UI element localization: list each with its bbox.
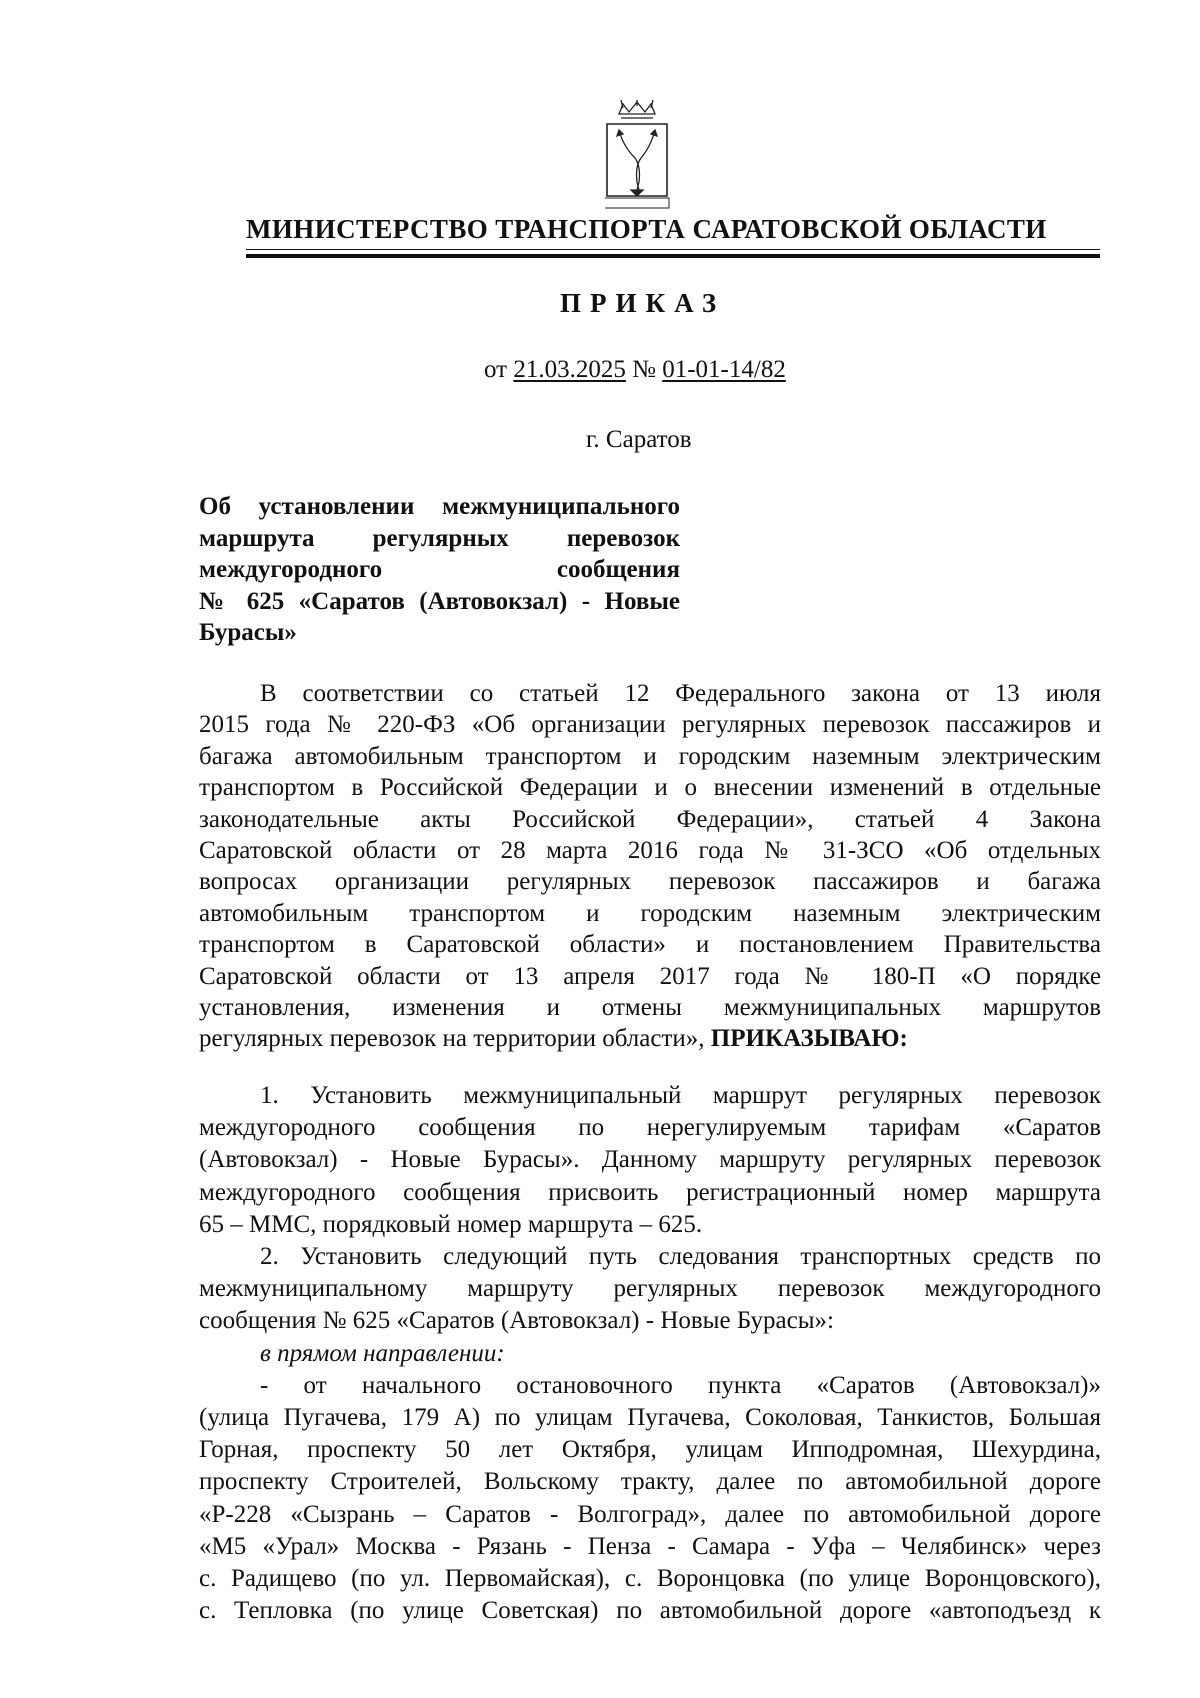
item-2-line: сообщения № 625 «Саратов (Автовокзал) - Новые Бурасы»:	[199, 1307, 834, 1335]
paragraph-line: установления, изменения и отмены межмуниципальных маршрутов	[199, 994, 1101, 1022]
route-line: с. Тепловка (по улице Советская) по автомобильной дороге «автоподъезд к	[199, 1597, 1101, 1625]
paragraph-line: Саратовской области от 13 апреля 2017 года № 180-П «О порядке	[199, 962, 1101, 990]
header-rule-thick	[246, 254, 1100, 258]
document-subject	[199, 491, 680, 649]
item-1-line: междугородного сообщения присвоить регистрационный номер маршрута	[199, 1178, 1101, 1206]
paragraph-line: автомобильным транспортом и городским наземным электрическим	[199, 899, 1101, 927]
document-city: г. Саратов	[586, 426, 692, 453]
paragraph-line: 2015 года № 220-ФЗ «Об организации регулярных перевозок пассажиров и	[199, 711, 1101, 739]
route-line: проспекту Строителей, Вольскому тракту, далее по автомобильной дороге	[199, 1468, 1101, 1496]
route-line: «Р-228 «Сызрань – Саратов - Волгоград», далее по автомобильной дороге	[199, 1500, 1101, 1528]
paragraph-line: Саратовской области от 28 марта 2016 года № 31-ЗСО «Об отдельных	[199, 837, 1101, 865]
route-line: «М5 «Урал» Москва - Рязань - Пенза - Самара - Уфа – Челябинск» через	[199, 1532, 1101, 1560]
route-line: Горная, проспекту 50 лет Октября, улицам Ипподромная, Шехурдина,	[199, 1436, 1101, 1464]
paragraph-line: регулярных перевозок на территории области»,	[199, 1025, 705, 1053]
item-1-line: 1. Установить межмуниципальный маршрут регулярных перевозок	[260, 1082, 1101, 1109]
subject-line: маршрута регулярных перевозок	[199, 524, 680, 552]
item-1-line: междугородного сообщения по нерегулируемым тарифам «Саратов	[199, 1114, 1101, 1142]
item-1-line: (Автовокзал) - Новые Бурасы». Данному маршруту регулярных перевозок	[199, 1146, 1101, 1174]
order-command: ПРИКАЗЫВАЮ:	[710, 1025, 908, 1053]
direction-heading: в прямом направлении:	[260, 1339, 505, 1367]
paragraph-last-line	[199, 1023, 1101, 1054]
date-prefix: от	[484, 356, 508, 383]
subject-line: Об установлении межмуниципального	[199, 493, 680, 520]
item-1-line: 65 – ММС, порядковый номер маршрута – 625.	[199, 1210, 703, 1238]
route-line: с. Радищево (по ул. Первомайская), с. Воронцовка (по улице Воронцовского),	[199, 1565, 1101, 1593]
subject-line: Бурасы»	[199, 619, 297, 646]
paragraph-line: транспортом в Саратовской области» и постановлением Правительства	[199, 931, 1101, 959]
document-type: ПРИКАЗ	[560, 288, 726, 318]
document-date-number	[484, 356, 786, 384]
paragraph-line: вопросах организации регулярных перевозок пассажиров и багажа	[199, 868, 1101, 896]
paragraph-line: багажа автомобильным транспортом и городским наземным электрическим	[199, 742, 1101, 770]
ministry-name: МИНИСТЕРСТВО ТРАНСПОРТА САРАТОВСКОЙ ОБЛАСТИ	[246, 214, 1047, 244]
route-line: (улица Пугачева, 179 А) по улицам Пугачева, Соколовая, Танкистов, Большая	[199, 1404, 1101, 1432]
route-line: - от начального остановочного пункта «Саратов (Автовокзал)»	[260, 1371, 1101, 1399]
paragraph-line: В соответствии со статьей 12 Федерального закона от 13 июля	[260, 680, 1101, 707]
item-2-line: межмуниципальному маршруту регулярных перевозок междугородного	[199, 1275, 1101, 1303]
item-2-line: 2. Установить следующий путь следования транспортных средств по	[260, 1243, 1101, 1271]
paragraph-line: законодательные акты Российской Федерации», статьей 4 Закона	[199, 805, 1101, 833]
paragraph-line: транспортом в Российской Федерации и о внесении изменений в отдельные	[199, 774, 1101, 802]
preamble-paragraph	[199, 678, 1101, 1055]
header-rule-thin	[246, 249, 1100, 250]
document-number: 01-01-14/82	[662, 356, 786, 383]
coat-of-arms-icon	[601, 100, 673, 216]
subject-line: № 625 «Саратов (Автовокзал) - Новые	[199, 587, 680, 615]
order-items	[199, 1080, 1101, 1627]
subject-line: междугородного сообщения	[199, 556, 680, 583]
number-sign: №	[632, 356, 656, 383]
document-date: 21.03.2025	[513, 356, 626, 383]
